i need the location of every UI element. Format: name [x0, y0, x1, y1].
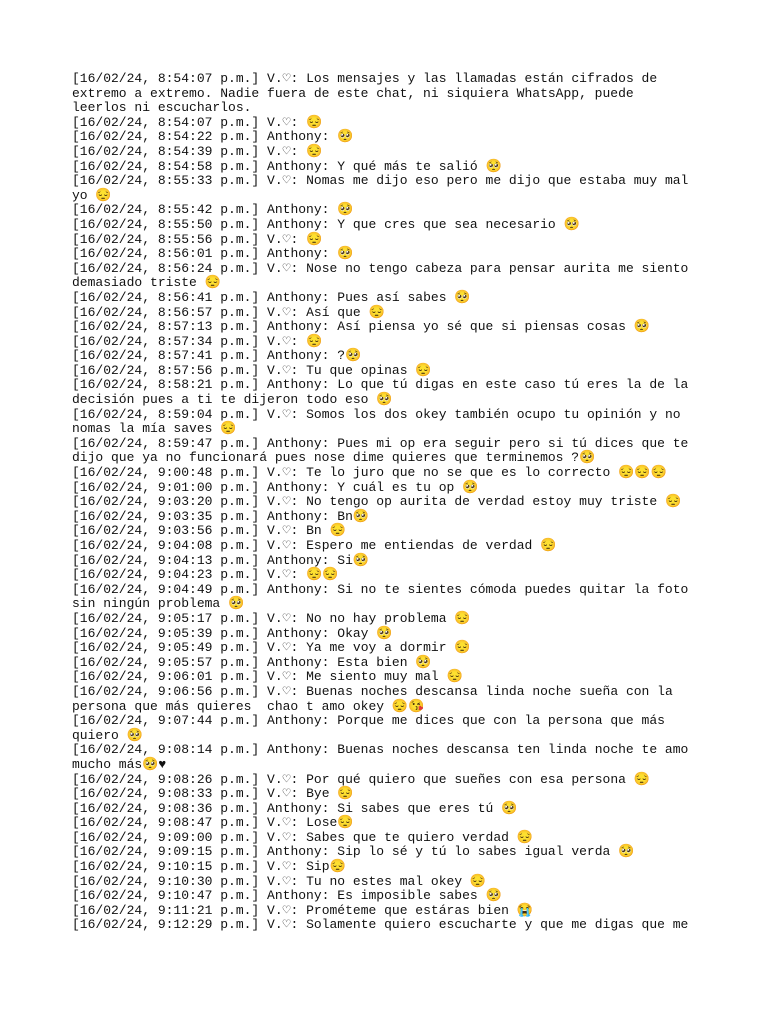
message-sender: V.♡: — [267, 669, 299, 685]
chat-message — [72, 437, 696, 466]
message-timestamp: [16/02/24, 8:55:42 p.m.] — [72, 202, 260, 218]
message-sender: V.♡: — [267, 610, 299, 626]
chat-message — [72, 291, 696, 306]
message-sender: Anthony: — [267, 654, 330, 670]
message-sender: Anthony: — [267, 158, 330, 174]
message-timestamp: [16/02/24, 9:07:44 p.m.] — [72, 713, 260, 729]
chat-message — [72, 130, 696, 145]
message-timestamp: [16/02/24, 9:08:33 p.m.] — [72, 786, 260, 802]
message-timestamp: [16/02/24, 8:57:34 p.m.] — [72, 333, 260, 349]
message-text: Buenas noches descansa linda noche sueña con la persona que más quieres chao t amo okey 😔😘 — [72, 683, 681, 714]
message-text: Y que cres que sea necesario 🥺 — [337, 216, 580, 232]
message-text: Somos los dos okey también ocupo tu opinión y no nomas la mía saves 😔 — [72, 406, 689, 437]
message-text: 🥺 — [337, 246, 354, 262]
chat-message — [72, 918, 696, 933]
message-text: Sabes que te quiero verdad 😔 — [306, 829, 533, 845]
chat-message — [72, 816, 696, 831]
message-timestamp: [16/02/24, 8:56:01 p.m.] — [72, 246, 260, 262]
chat-message — [72, 378, 696, 407]
chat-message — [72, 568, 696, 583]
message-text: Así piensa yo sé que si piensas cosas 🥺 — [337, 319, 650, 335]
message-timestamp: [16/02/24, 8:59:47 p.m.] — [72, 435, 260, 451]
message-text: Es imposible sabes 🥺 — [337, 888, 502, 904]
chat-message — [72, 262, 696, 291]
message-timestamp: [16/02/24, 8:54:58 p.m.] — [72, 158, 260, 174]
message-sender: V.♡: — [267, 71, 299, 86]
message-sender: V.♡: — [267, 873, 299, 889]
message-timestamp: [16/02/24, 9:05:49 p.m.] — [72, 640, 260, 656]
message-text: Bye 😔 — [306, 786, 354, 802]
message-timestamp: [16/02/24, 9:08:26 p.m.] — [72, 771, 260, 787]
chat-message — [72, 612, 696, 627]
message-timestamp: [16/02/24, 8:55:33 p.m.] — [72, 173, 260, 189]
message-timestamp: [16/02/24, 8:57:41 p.m.] — [72, 348, 260, 364]
message-sender: V.♡: — [267, 406, 299, 422]
message-sender: Anthony: — [267, 742, 330, 758]
message-text: Si no te sientes cómoda puedes quitar la foto sin ningún problema 🥺 — [72, 581, 697, 612]
message-text: Okay 🥺 — [337, 625, 393, 641]
message-sender: Anthony: — [267, 479, 330, 495]
message-sender: Anthony: — [267, 202, 330, 218]
message-text: Los mensajes y las llamadas están cifrados de extremo a extremo. Nadie fuera de este chat, ni siquiera WhatsApp, puede leerlos ni escucharlos. — [72, 71, 665, 116]
message-text: Ya me voy a dormir 😔 — [306, 640, 471, 656]
message-timestamp: [16/02/24, 8:55:50 p.m.] — [72, 216, 260, 232]
message-sender: V.♡: — [267, 494, 299, 510]
message-timestamp: [16/02/24, 8:54:07 p.m.] — [72, 114, 260, 130]
chat-message — [72, 349, 696, 364]
message-text: Espero me entiendas de verdad 😔 — [306, 538, 557, 553]
message-sender: Anthony: — [267, 435, 330, 451]
message-timestamp: [16/02/24, 9:06:56 p.m.] — [72, 683, 260, 699]
message-text: 🥺 — [337, 202, 354, 218]
message-text: Y qué más te salió 🥺 — [337, 158, 502, 174]
message-text: Pues mi op era seguir pero si tú dices que te dijo que ya no funcionará pues nose dime quieres que terminemos ?🥺 — [72, 435, 697, 466]
message-timestamp: [16/02/24, 8:56:24 p.m.] — [72, 260, 260, 276]
chat-message — [72, 160, 696, 175]
chat-message — [72, 685, 696, 714]
message-text: Buenas noches descansa ten linda noche te amo mucho más🥺♥ — [72, 742, 697, 772]
message-timestamp: [16/02/24, 9:04:49 p.m.] — [72, 581, 260, 597]
message-text: No no hay problema 😔 — [306, 610, 471, 626]
chat-message — [72, 773, 696, 788]
chat-message — [72, 889, 696, 904]
message-text: Por qué quiero que sueñes con esa persona 😔 — [306, 771, 650, 787]
message-text: Si sabes que eres tú 🥺 — [337, 800, 518, 816]
chat-message — [72, 904, 696, 919]
message-sender: V.♡: — [267, 333, 299, 349]
message-timestamp: [16/02/24, 8:57:56 p.m.] — [72, 362, 260, 378]
message-sender: Anthony: — [267, 581, 330, 597]
message-text: Tu no estes mal okey 😔 — [306, 873, 487, 889]
message-sender: Anthony: — [267, 713, 330, 729]
message-timestamp: [16/02/24, 9:06:01 p.m.] — [72, 669, 260, 685]
message-sender: Anthony: — [267, 246, 330, 262]
message-timestamp: [16/02/24, 8:54:07 p.m.] — [72, 71, 260, 86]
message-text: Lo que tú digas en este caso tú eres la de la decisión pues a ti te dijeron todo eso 🥺 — [72, 377, 697, 408]
message-sender: V.♡: — [267, 683, 299, 699]
message-sender: Anthony: — [267, 289, 330, 305]
message-sender: V.♡: — [267, 538, 299, 553]
message-timestamp: [16/02/24, 9:03:35 p.m.] — [72, 508, 260, 524]
chat-message — [72, 203, 696, 218]
message-text: 😔 — [306, 333, 323, 349]
message-sender: V.♡: — [267, 917, 299, 933]
message-text: Nose no tengo cabeza para pensar aurita me siento demasiado triste 😔 — [72, 260, 697, 291]
chat-message — [72, 408, 696, 437]
message-sender: V.♡: — [267, 465, 299, 481]
message-timestamp: [16/02/24, 9:10:47 p.m.] — [72, 888, 260, 904]
chat-message — [72, 787, 696, 802]
message-timestamp: [16/02/24, 9:04:08 p.m.] — [72, 538, 260, 553]
chat-message — [72, 233, 696, 248]
message-timestamp: [16/02/24, 9:00:48 p.m.] — [72, 465, 260, 481]
chat-message — [72, 306, 696, 321]
message-sender: Anthony: — [267, 129, 330, 145]
message-text: Porque me dices que con la persona que más quiero 🥺 — [72, 713, 673, 743]
message-text: Sip😔 — [306, 859, 346, 875]
message-timestamp: [16/02/24, 9:05:17 p.m.] — [72, 610, 260, 626]
message-text: Si🥺 — [337, 552, 370, 568]
message-text: 😔 — [306, 231, 323, 247]
chat-message — [72, 247, 696, 262]
message-timestamp: [16/02/24, 9:11:21 p.m.] — [72, 902, 260, 918]
message-text: Bn🥺 — [337, 508, 370, 524]
message-timestamp: [16/02/24, 9:09:15 p.m.] — [72, 844, 260, 860]
message-text: Tu que opinas 😔 — [306, 362, 432, 378]
message-text: Sip lo sé y tú lo sabes igual verda 🥺 — [337, 844, 635, 860]
message-text: Te lo juro que no se que es lo correcto 😔😔😔 — [306, 465, 667, 481]
chat-message — [72, 72, 696, 116]
message-timestamp: [16/02/24, 9:01:00 p.m.] — [72, 479, 260, 495]
message-sender: V.♡: — [267, 260, 299, 276]
message-text: 😔😔 — [306, 567, 339, 583]
message-text: Solamente quiero escucharte y que me digas que me — [306, 917, 689, 933]
chat-message — [72, 860, 696, 875]
chat-message — [72, 845, 696, 860]
message-sender: V.♡: — [267, 815, 299, 831]
message-text: Me siento muy mal 😔 — [306, 669, 463, 685]
message-sender: V.♡: — [267, 143, 299, 159]
message-timestamp: [16/02/24, 9:08:14 p.m.] — [72, 742, 260, 758]
message-timestamp: [16/02/24, 9:08:36 p.m.] — [72, 800, 260, 816]
message-sender: Anthony: — [267, 508, 330, 524]
message-timestamp: [16/02/24, 9:05:57 p.m.] — [72, 654, 260, 670]
chat-message — [72, 466, 696, 481]
message-timestamp: [16/02/24, 8:58:21 p.m.] — [72, 377, 260, 393]
message-sender: V.♡: — [267, 829, 299, 845]
chat-message — [72, 743, 696, 772]
message-sender: V.♡: — [267, 173, 299, 189]
chat-message — [72, 174, 696, 203]
message-timestamp: [16/02/24, 9:04:23 p.m.] — [72, 567, 260, 583]
message-sender: Anthony: — [267, 625, 330, 641]
message-timestamp: [16/02/24, 9:08:47 p.m.] — [72, 815, 260, 831]
message-timestamp: [16/02/24, 8:57:13 p.m.] — [72, 319, 260, 335]
message-sender: V.♡: — [267, 771, 299, 787]
message-timestamp: [16/02/24, 9:09:00 p.m.] — [72, 829, 260, 845]
chat-message — [72, 641, 696, 656]
message-sender: V.♡: — [267, 362, 299, 378]
message-sender: Anthony: — [267, 888, 330, 904]
message-sender: V.♡: — [267, 902, 299, 918]
message-sender: Anthony: — [267, 319, 330, 335]
message-text: Así que 😔 — [306, 304, 385, 320]
chat-message — [72, 583, 696, 612]
message-text: ?🥺 — [337, 348, 362, 364]
chat-message — [72, 145, 696, 160]
message-timestamp: [16/02/24, 9:04:13 p.m.] — [72, 552, 260, 568]
message-sender: Anthony: — [267, 844, 330, 860]
message-sender: V.♡: — [267, 231, 299, 247]
chat-message — [72, 539, 696, 554]
message-sender: V.♡: — [267, 859, 299, 875]
message-text: Esta bien 🥺 — [337, 654, 432, 670]
message-timestamp: [16/02/24, 8:59:04 p.m.] — [72, 406, 260, 422]
message-timestamp: [16/02/24, 8:54:39 p.m.] — [72, 143, 260, 159]
chat-message — [72, 364, 696, 379]
message-timestamp: [16/02/24, 9:03:56 p.m.] — [72, 523, 260, 539]
message-sender: V.♡: — [267, 786, 299, 802]
message-timestamp: [16/02/24, 8:56:57 p.m.] — [72, 304, 260, 320]
message-timestamp: [16/02/24, 8:55:56 p.m.] — [72, 231, 260, 247]
message-sender: Anthony: — [267, 348, 330, 364]
message-text: Nomas me dijo eso pero me dijo que estaba muy mal yo 😔 — [72, 173, 697, 203]
chat-message — [72, 320, 696, 335]
message-sender: Anthony: — [267, 377, 330, 393]
message-sender: Anthony: — [267, 216, 330, 232]
message-sender: V.♡: — [267, 114, 299, 130]
message-text: Pues así sabes 🥺 — [337, 289, 471, 305]
message-text: 🥺 — [337, 129, 354, 145]
message-sender: Anthony: — [267, 800, 330, 816]
message-text: Bn 😔 — [306, 523, 346, 539]
message-text: 😔 — [306, 114, 323, 130]
message-timestamp: [16/02/24, 9:10:15 p.m.] — [72, 859, 260, 875]
chat-message — [72, 524, 696, 539]
chat-message — [72, 495, 696, 510]
message-timestamp: [16/02/24, 9:03:20 p.m.] — [72, 494, 260, 510]
message-timestamp: [16/02/24, 8:56:41 p.m.] — [72, 289, 260, 305]
message-sender: V.♡: — [267, 640, 299, 656]
message-sender: V.♡: — [267, 567, 299, 583]
message-timestamp: [16/02/24, 9:05:39 p.m.] — [72, 625, 260, 641]
chat-message — [72, 714, 696, 743]
message-timestamp: [16/02/24, 9:10:30 p.m.] — [72, 873, 260, 889]
chat-message — [72, 627, 696, 642]
message-text: Y cuál es tu op 🥺 — [337, 479, 479, 495]
message-text: Lose😔 — [306, 815, 354, 831]
chat-message — [72, 218, 696, 233]
message-timestamp: [16/02/24, 8:54:22 p.m.] — [72, 129, 260, 145]
chat-transcript — [72, 72, 696, 933]
message-text: Prométeme que estáras bien 😭 — [306, 902, 533, 918]
message-text: No tengo op aurita de verdad estoy muy triste 😔 — [306, 494, 682, 510]
message-sender: V.♡: — [267, 304, 299, 320]
chat-message — [72, 670, 696, 685]
chat-message — [72, 554, 696, 569]
message-timestamp: [16/02/24, 9:12:29 p.m.] — [72, 917, 260, 933]
message-sender: V.♡: — [267, 523, 299, 539]
message-text: 😔 — [306, 143, 323, 159]
message-sender: Anthony: — [267, 552, 330, 568]
